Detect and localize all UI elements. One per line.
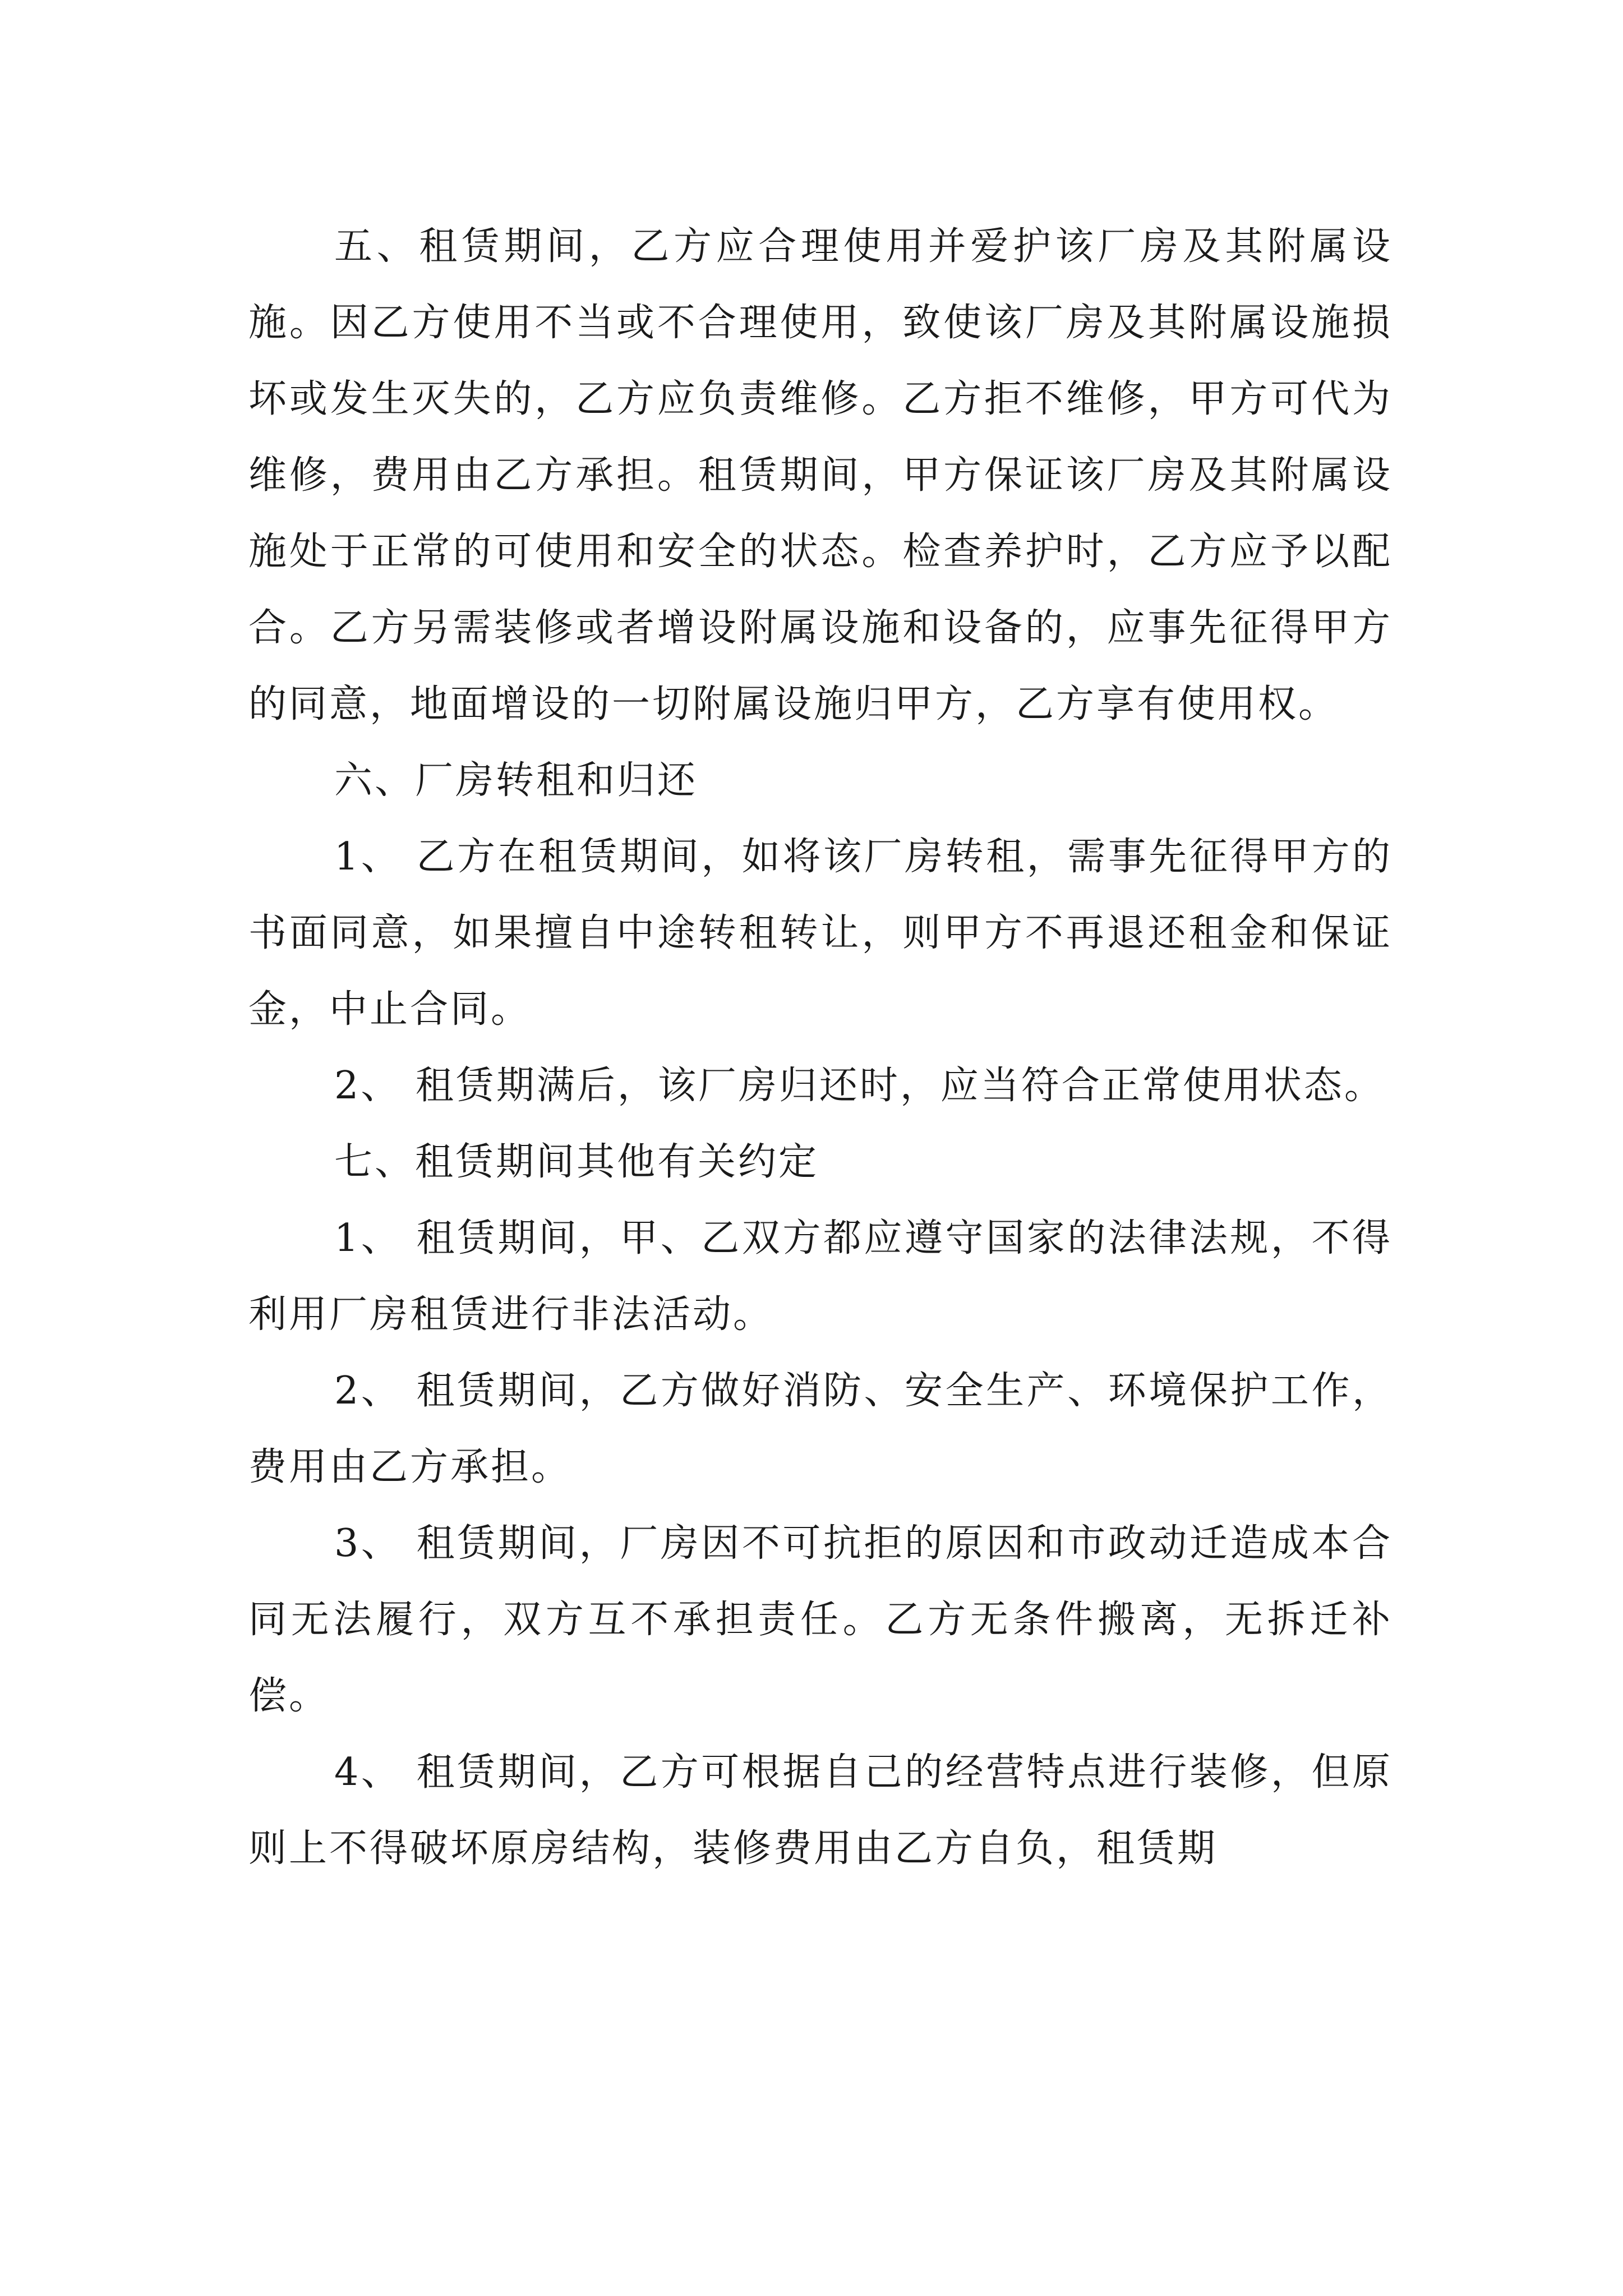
document-body	[248, 209, 1393, 1887]
paragraph-clause-7-3: 3、 租赁期间，厂房因不可抗拒的原因和市政动迁造成本合同无法履行，双方互不承担责任。乙方无条件搬离，无拆迁补偿。	[248, 1521, 1393, 1718]
paragraph-clause-5: 五、租赁期间，乙方应合理使用并爱护该厂房及其附属设施。因乙方使用不当或不合理使用，致使该厂房及其附属设施损坏或发生灭失的，乙方应负责维修。乙方拒不维修，甲方可代为维修，费用由乙方承担。租赁期间，甲方保证该厂房及其附属设施处于正常的可使用和安全的状态。检查养护时，乙方应予以配合。乙方另需装修或者增设附属设施和设备的，应事先征得甲方的同意，地面增设的一切附属设施归甲方，乙方享有使用权。	[248, 224, 1393, 726]
paragraph-clause-6-1: 1、 乙方在租赁期间，如将该厂房转租，需事先征得甲方的书面同意，如果擅自中途转租转让，则甲方不再退还租金和保证金，中止合同。	[248, 835, 1393, 1032]
heading-clause-6: 六、厂房转租和归还	[334, 758, 698, 803]
heading-clause-7: 七、租赁期间其他有关约定	[334, 1140, 819, 1184]
paragraph-clause-7-1: 1、 租赁期间，甲、乙双方都应遵守国家的法律法规，不得利用厂房租赁进行非法活动。	[248, 1216, 1393, 1337]
paragraph-clause-7-2: 2、 租赁期间，乙方做好消防、安全生产、环境保护工作，费用由乙方承担。	[248, 1369, 1393, 1489]
paragraph-clause-7-4: 4、 租赁期间，乙方可根据自己的经营特点进行装修，但原则上不得破坏原房结构，装修费用由乙方自负，租赁期	[248, 1750, 1393, 1871]
paragraph-clause-6-2: 2、 租赁期满后，该厂房归还时，应当符合正常使用状态。	[334, 1064, 1385, 1108]
